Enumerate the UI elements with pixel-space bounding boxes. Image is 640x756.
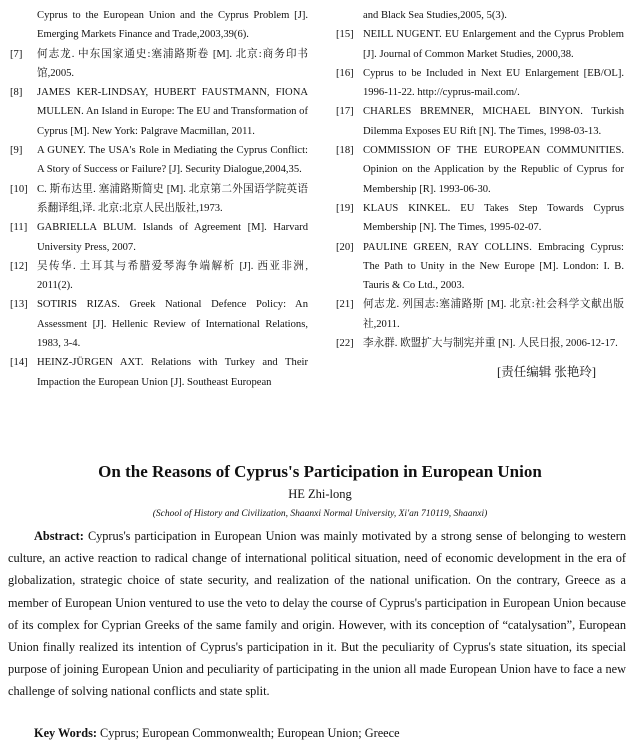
abstract-text: Cyprus's participation in European Union was mainly motivated by a strong sense of belonging to western culture, an active reaction to radical change of international political situation, need of economic development in the era of globalization, strategic choice of state security, and realization of the national unification. On the contrary, Greece as a member of European Union ventured to use the veto to delay the course of Cyprus's participation in European Union because of its complex for Cyprian Greeks of the same family and origin. However, with its conception of “catalysation”, European Union finally realized its intention of Cyprus's participation in it. But the peculiarity of Cyprus's state situation, its special purpose of joining European Union and peculiarity of participating in the union all made European Union have to face a new challenge of solving national conflicts and state split.: [8, 529, 626, 699]
reference-number: [9]: [10, 145, 23, 157]
reference-text: 何志龙. 中东国家通史:塞浦路斯卷 [M]. 北京:商务印书馆,2005.: [37, 48, 308, 79]
reference-item: [336, 6, 624, 25]
reference-item: [10, 141, 308, 180]
responsible-editor: [责任编辑 张艳玲]: [497, 365, 596, 380]
references-left-column: [10, 6, 308, 392]
reference-number: [17]: [336, 106, 354, 118]
reference-item: [10, 45, 308, 84]
reference-text: 何志龙. 列国志:塞浦路斯 [M]. 北京:社会科学文献出版社,2011.: [363, 299, 624, 330]
reference-text: HEINZ-JÜRGEN AXT. Relations with Turkey and Their Impaction the European Union [J]. Southeast European: [37, 357, 308, 388]
reference-text: Cyprus to the European Union and the Cyprus Problem [J]. Emerging Markets Finance and Trade,2003,39(6).: [37, 10, 308, 41]
reference-number: [22]: [336, 338, 354, 350]
abstract-paragraph: [8, 525, 626, 703]
reference-text: C. 斯布达里. 塞浦路斯简史 [M]. 北京第二外国语学院英语系翻译组,译. 北京:北京人民出版社,1973.: [37, 183, 308, 214]
reference-number: [8]: [10, 87, 23, 99]
reference-item: [10, 257, 308, 296]
reference-text: PAULINE GREEN, RAY COLLINS. Embracing Cyprus: The Path to Unity in the New Europe [M]. London: I. B. Tauris & Co Ltd., 2003.: [363, 241, 624, 292]
reference-number: [16]: [336, 67, 354, 79]
reference-number: [14]: [10, 357, 28, 369]
reference-item: [336, 141, 624, 199]
keywords-label: Key Words:: [34, 726, 97, 740]
reference-item: [336, 199, 624, 238]
reference-text: SOTIRIS RIZAS. Greek National Defence Policy: An Assessment [J]. Hellenic Review of International Relations, 1983, 3-4.: [37, 299, 308, 350]
reference-text: GABRIELLA BLUM. Islands of Agreement [M]. Harvard University Press, 2007.: [37, 222, 308, 253]
reference-number: [11]: [10, 222, 28, 234]
reference-item: [336, 295, 624, 334]
reference-text: COMMISSION OF THE EUROPEAN COMMUNITIES. Opinion on the Application by the Republic of Cyprus for Membership [R]. 1993-06-30.: [363, 145, 624, 195]
article-author: HE Zhi-long: [288, 487, 352, 501]
reference-item: [10, 218, 308, 257]
reference-number: [7]: [10, 48, 23, 60]
author-affiliation: (School of History and Civilization, Shaanxi Normal University, Xi'an 710119, Shaanxi): [152, 509, 488, 519]
reference-number: [20]: [336, 241, 354, 253]
reference-text: A GUNEY. The USA's Role in Mediating the Cyprus Conflict: A Story of Success or Failure? [J]. Security Dialogue,2004,35.: [37, 145, 308, 176]
reference-item: [336, 102, 624, 141]
reference-item: [336, 238, 624, 296]
reference-text: NEILL NUGENT. EU Enlargement and the Cyprus Problem [J]. Journal of Common Market Studies, 2000,38.: [363, 29, 624, 60]
abstract-label: Abstract:: [34, 529, 84, 543]
reference-text: CHARLES BREMNER, MICHAEL BINYON. Turkish Dilemma Exposes EU Rift [N]. The Times, 1998-03-13.: [363, 106, 624, 137]
reference-text: and Black Sea Studies,2005, 5(3).: [363, 10, 507, 21]
references-right-column: [336, 6, 624, 382]
reference-number: [12]: [10, 260, 28, 272]
reference-number: [19]: [336, 202, 354, 214]
reference-item: [10, 295, 308, 353]
reference-text: 李永群. 欧盟扩大与制宪并重 [N]. 人民日报, 2006-12-17.: [363, 338, 618, 350]
reference-number: [21]: [336, 299, 354, 311]
reference-text: Cyprus to be Included in Next EU Enlargement [EB/OL]. 1996-11-22. http://cyprus-mail.com/.: [363, 67, 624, 99]
article-title: On the Reasons of Cyprus's Participation in European Union: [98, 462, 542, 481]
reference-item: [10, 180, 308, 219]
reference-number: [13]: [10, 299, 28, 311]
keywords-text: Cyprus; European Commonwealth; European Union; Greece: [100, 726, 400, 740]
reference-text: JAMES KER-LINDSAY, HUBERT FAUSTMANN, FIONA MULLEN. An Island in Europe: The EU and Transformation of Cyprus [M]. New York: Palgrave Macmillan, 2011.: [37, 87, 308, 137]
reference-item: [336, 334, 624, 353]
reference-item: [10, 6, 308, 45]
reference-number: [18]: [336, 145, 354, 157]
reference-text: 吴传华. 土耳其与希腊爱琴海争端解析 [J]. 西亚非洲, 2011(2).: [37, 260, 308, 292]
reference-number: [10]: [10, 183, 28, 195]
reference-item: [336, 25, 624, 64]
reference-item: [10, 83, 308, 141]
reference-text: KLAUS KINKEL. EU Takes Step Towards Cyprus Membership [N]. The Times, 1995-02-07.: [363, 202, 624, 234]
keywords-line: [34, 723, 626, 743]
reference-number: [15]: [336, 29, 354, 41]
reference-item: [10, 353, 308, 392]
reference-item: [336, 64, 624, 103]
